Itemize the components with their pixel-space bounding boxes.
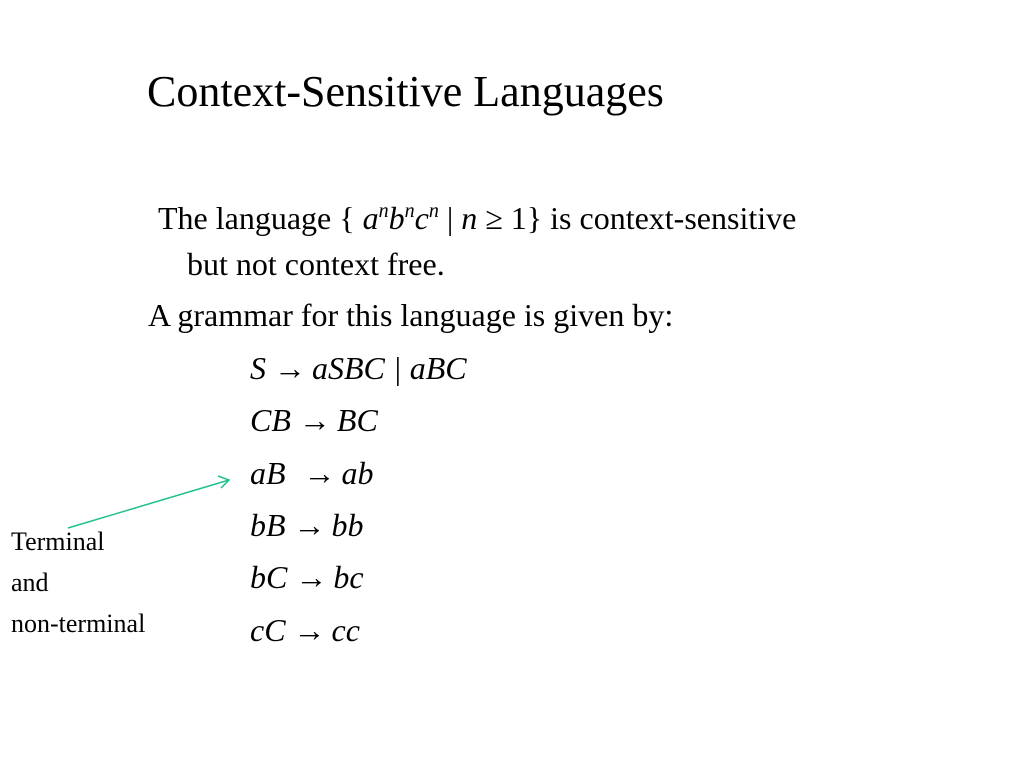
production-rhs: ab <box>341 455 374 491</box>
geq-one: ≥ 1 <box>477 200 527 236</box>
var-n: n <box>461 200 478 236</box>
bar-separator: | <box>438 200 462 236</box>
right-arrow-icon: → <box>298 402 331 438</box>
var-a: a <box>362 200 379 236</box>
production-rhs: cc <box>331 612 360 648</box>
production-lhs: cC <box>250 612 286 648</box>
callout-line: Terminal <box>11 527 105 556</box>
production-lhs: aB <box>250 455 286 491</box>
intro-continuation: but not context free. <box>187 246 445 282</box>
right-arrow-icon: → <box>293 612 326 648</box>
right-arrow-icon: → <box>274 350 306 386</box>
right-arrow-icon: → <box>293 507 326 543</box>
production-rhs: bb <box>331 507 364 543</box>
right-arrow-icon: → <box>295 559 328 595</box>
callout-line: non-terminal <box>11 609 146 638</box>
slide-title: Context-Sensitive Languages <box>147 67 664 116</box>
production-rhs: bc <box>333 559 364 595</box>
exponent-n: n <box>378 200 389 222</box>
exponent-n: n <box>428 200 439 222</box>
callout-line: and <box>11 568 49 597</box>
production-lhs: bB <box>250 507 286 543</box>
var-b: b <box>388 200 405 236</box>
production-rhs: BC <box>336 402 378 438</box>
production-lhs: CB <box>250 402 291 438</box>
exponent-n: n <box>404 200 415 222</box>
var-c: c <box>414 200 429 236</box>
intro-prefix: The language { <box>158 200 363 236</box>
right-arrow-icon: → <box>303 455 336 491</box>
production-lhs: S <box>250 350 266 386</box>
grammar-intro: A grammar for this language is given by: <box>148 297 674 333</box>
production-lhs: bC <box>250 559 288 595</box>
intro-suffix: } is context-sensitive <box>526 200 797 236</box>
production-rhs: aSBC | aBC <box>312 350 467 386</box>
callout-arrow-line <box>68 480 229 528</box>
